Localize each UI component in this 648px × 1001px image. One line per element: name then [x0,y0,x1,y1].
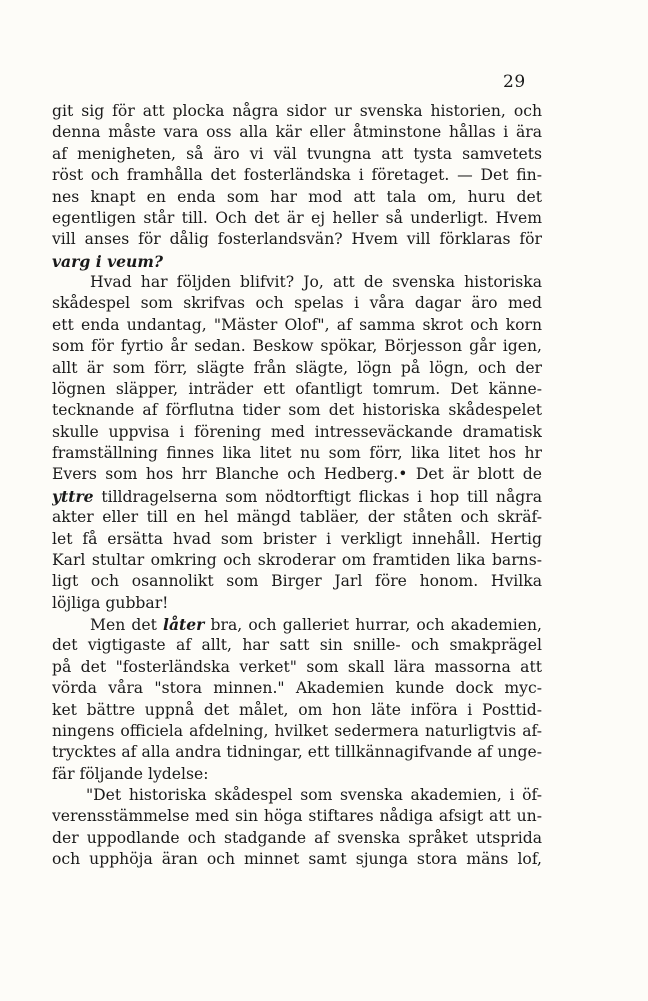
text-line [52,614,542,635]
text-line: skådespel som skrifvas och spelas i våra dagar äro med [52,294,542,313]
text-line: skulle uppvisa i förening med intresseväckande dramatisk [52,422,542,441]
text-segment: Men det [90,616,164,634]
text-segment: bra, och galleriet hurrar, och akademien, [204,616,542,634]
text-line: Hvad har följden blifvit? Jo, att de svenska historiska [90,273,542,291]
text-line: och upphöja äran och minnet samt sjunga stora mäns lof, [52,850,542,869]
text-line: som för fyrtio år sedan. Beskow spökar, Börjesson går igen, [52,337,542,356]
text-line: trycktes af alla andra tidningar, ett tillkännagifvande af unge- [52,743,542,762]
text-line: vill anses för dålig fosterlandsvän? Hvem vill förklaras för [52,230,542,249]
text-line [52,486,542,507]
text-line: Karl stultar omkring och skroderar om framtiden lika barns- [52,550,542,569]
text-line: röst och framhålla det fosterländska i företaget. — Det fin- [52,166,542,185]
text-line: ligt och osannolikt som Birger Jarl före honom. Hvilka [52,572,542,591]
text-line: nes knapt en enda som har mod att tala om, huru det [52,187,542,206]
text-line: allt är som förr, slägte från slägte, lögn på lögn, och der [52,358,542,377]
emphasized-text: varg i veum? [52,251,164,271]
text-line: let få ersätta hvad som brister i verkligt innehåll. Hertig [52,529,542,548]
text-line: ningens officiela afdelning, hvilket sedermera naturligtvis af- [52,721,542,740]
text-line: denna måste vara oss alla kär eller åtminstone hållas i ära [52,123,542,142]
emphasized-text: yttre [52,486,94,506]
text-line: på det "fosterländska verket" som skall lära massorna att [52,657,542,676]
text-line: vörda våra "stora minnen." Akademien kunde dock myc- [52,679,542,698]
emphasized-text: låter [163,615,205,634]
text-line: git sig för att plocka några sidor ur svenska historien, och [52,102,542,120]
text-line: löjliga gubbar! [52,593,169,612]
text-line: framställning finnes lika litet nu som förr, lika litet hos hr [52,444,542,462]
page-number: 29 [503,72,526,92]
body-text [52,101,542,871]
text-line: lögnen släpper, inträder ett ofantligt tomrum. Det känne- [52,379,542,398]
text-line: tecknande af förflutna tider som det historiska skådespelet [52,401,542,420]
text-line: "Det historiska skådespel som svenska akademien, i öf- [86,786,542,804]
text-line: verensstämmelse med sin höga stiftares nådiga afsigt att un- [52,807,542,826]
text-segment: tilldragelserna som nödtorftigt flickas i hop till några [93,487,542,506]
text-line: af menigheten, så äro vi väl tvungna att tysta samvetets [52,144,542,163]
text-line: der uppodlande och stadgande af svenska språket utsprida [52,828,542,847]
text-line: Evers som hos hrr Blanche och Hedberg.• Det är blott de [52,465,542,484]
text-line: ket bättre uppnå det målet, om hon läte införa i Posttid- [52,700,542,719]
text-line: egentligen står till. Och det är ej heller så underligt. Hvem [52,208,542,227]
text-line: det vigtigaste af allt, har satt sin snille- och smakprägel [52,636,542,655]
text-line: ett enda undantag, "Mäster Olof", af samma skrot och korn [52,315,542,334]
text-line: akter eller till en hel mängd tabläer, der ståten och skräf- [52,508,542,527]
text-line [52,251,542,272]
text-line: fär följande lydelse: [52,764,209,783]
